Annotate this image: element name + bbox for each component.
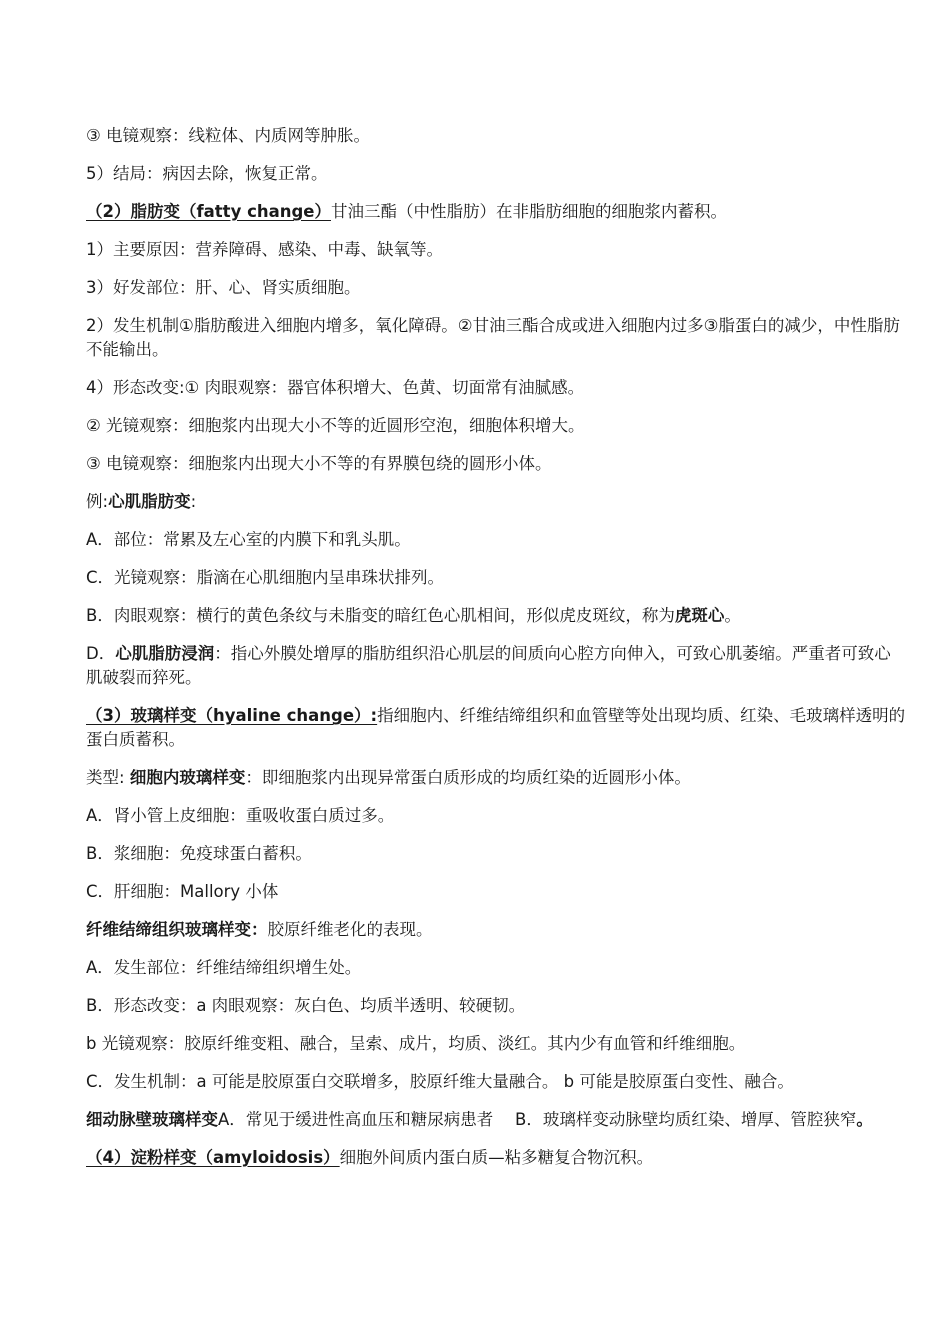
- text-line-14: D．心肌脂肪浸润：指心外膜处增厚的脂肪组织沿心肌层的间质向心腔方向伸入，可致心肌萎缩。严重者可致心肌破裂而猝死。: [86, 644, 891, 687]
- text-line-18: B．浆细胞：免疫球蛋白蓄积。: [86, 844, 312, 863]
- text-line-1: ③ 电镜观察：线粒体、内质网等肿胀。: [86, 126, 371, 145]
- document-page: [86, 124, 906, 1184]
- heading-label: （4）淀粉样变（amyloidosis）: [86, 1148, 340, 1167]
- section-heading-amyloidosis: （4）淀粉样变（amyloidosis）细胞外间质内蛋白质—粘多糖复合物沉积。: [86, 1148, 654, 1167]
- text-line-19: C．肝细胞：Mallory 小体: [86, 882, 279, 901]
- text-line-11: A．部位：常累及左心室的内膜下和乳头肌。: [86, 530, 411, 549]
- text-line-9: ③ 电镜观察：细胞浆内出现大小不等的有界膜包绕的圆形小体。: [86, 454, 552, 473]
- text-line-8: ② 光镜观察：细胞浆内出现大小不等的近圆形空泡，细胞体积增大。: [86, 416, 585, 435]
- text-line-5: 3）好发部位：肝、心、肾实质细胞。: [86, 278, 361, 297]
- text-line-21: A．发生部位：纤维结缔组织增生处。: [86, 958, 362, 977]
- text-line-16: 类型: 细胞内玻璃样变：即细胞浆内出现异常蛋白质形成的均质红染的近圆形小体。: [86, 768, 691, 787]
- heading-label: （3）玻璃样变（hyaline change）:: [86, 706, 378, 725]
- text-line-2: 5）结局：病因去除，恢复正常。: [86, 164, 328, 183]
- text-line-24: C．发生机制：a 可能是胶原蛋白交联增多，胶原纤维大量融合。 b 可能是胶原蛋白变性、融合。: [86, 1072, 794, 1091]
- text-line-6: 2）发生机制①脂肪酸进入细胞内增多，氧化障碍。②甘油三酯合成或进入细胞内过多③脂蛋白的减少，中性脂肪不能输出。: [86, 316, 900, 359]
- heading-label: （2）脂肪变（fatty change）: [86, 202, 331, 221]
- example-heading: 例:心肌脂肪变:: [86, 492, 197, 511]
- text-line-25: 细动脉壁玻璃样变A．常见于缓进性高血压和糖尿病患者 B．玻璃样变动脉壁均质红染、增厚、管腔狭窄。: [86, 1110, 873, 1129]
- text-line-12: C．光镜观察：脂滴在心肌细胞内呈串珠状排列。: [86, 568, 445, 587]
- section-heading-fatty-change: （2）脂肪变（fatty change）甘油三酯（中性脂肪）在非脂肪细胞的细胞浆内蓄积。: [86, 202, 727, 221]
- section-heading-hyaline-change: （3）玻璃样变（hyaline change）:指细胞内、纤维结缔组织和血管壁等处出现均质、红染、毛玻璃样透明的蛋白质蓄积。: [86, 706, 906, 749]
- text-line-4: 1）主要原因：营养障碍、感染、中毒、缺氧等。: [86, 240, 443, 259]
- text-line-7: 4）形态改变:① 肉眼观察：器官体积增大、色黄、切面常有油腻感。: [86, 378, 585, 397]
- text-line-22: B．形态改变：a 肉眼观察：灰白色、均质半透明、较硬韧。: [86, 996, 526, 1015]
- text-line-20: 纤维结缔组织玻璃样变：胶原纤维老化的表现。: [86, 920, 433, 939]
- text-line-17: A．肾小管上皮细胞：重吸收蛋白质过多。: [86, 806, 395, 825]
- text-line-13: B．肉眼观察：横行的黄色条纹与未脂变的暗红色心肌相间，形似虎皮斑纹，称为虎斑心。: [86, 606, 741, 625]
- text-line-23: b 光镜观察：胶原纤维变粗、融合，呈索、成片，均质、淡红。其内少有血管和纤维细胞。: [86, 1034, 746, 1053]
